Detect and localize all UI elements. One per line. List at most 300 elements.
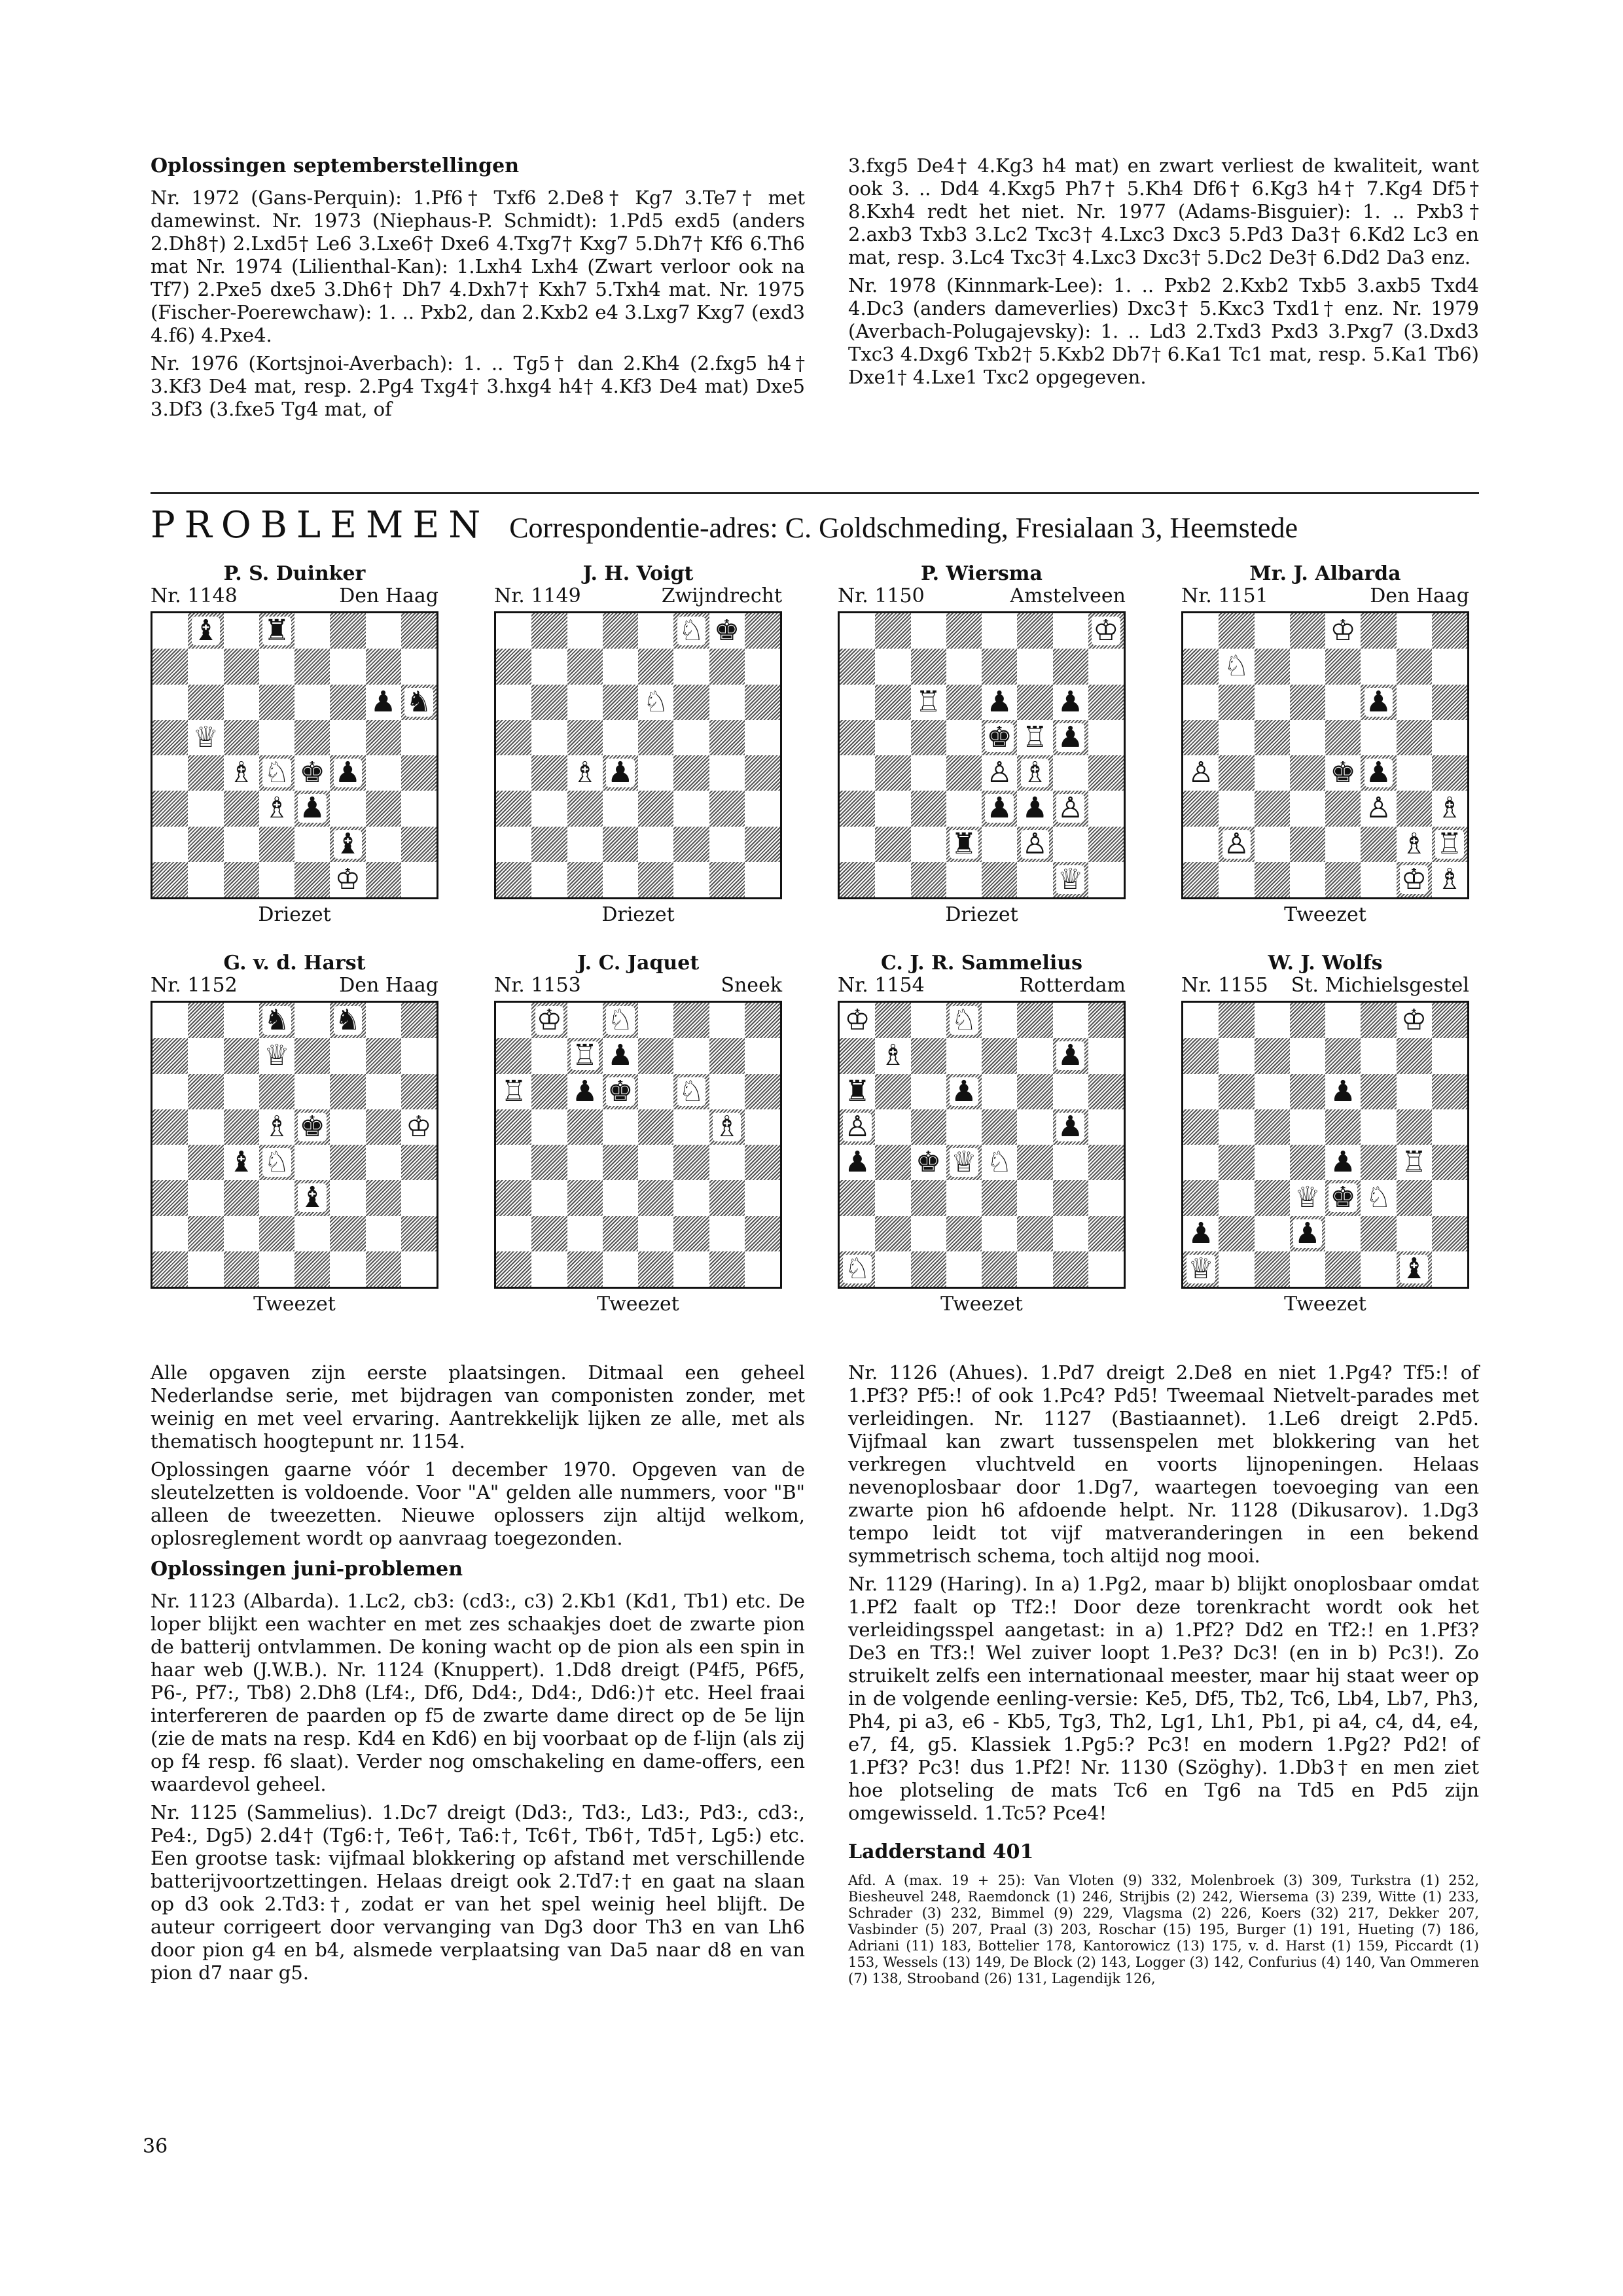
board-square xyxy=(1053,1180,1088,1215)
board-square xyxy=(982,649,1017,684)
board-square xyxy=(366,791,401,826)
board-square xyxy=(638,1003,673,1038)
board-square xyxy=(946,1216,982,1251)
board-square xyxy=(1361,1251,1396,1287)
board-square xyxy=(1432,1180,1467,1215)
board-square xyxy=(1361,1109,1396,1145)
board-square xyxy=(1183,1216,1219,1251)
black-pawn-icon: ♟ xyxy=(607,1039,633,1073)
board-square xyxy=(188,613,223,649)
board-square xyxy=(1290,1074,1325,1109)
board-square xyxy=(911,1074,946,1109)
board-square xyxy=(875,862,910,897)
black-pawn-icon: ♟ xyxy=(986,685,1012,719)
white-knight-icon: ♘ xyxy=(643,685,669,719)
board-square xyxy=(259,1251,294,1287)
board-square xyxy=(603,685,638,720)
board-square xyxy=(152,1145,188,1180)
board-square xyxy=(531,685,567,720)
black-pawn-icon: ♟ xyxy=(607,756,633,790)
white-pawn-icon: ♙ xyxy=(1022,827,1048,861)
board-square xyxy=(603,1145,638,1180)
board-square xyxy=(224,685,259,720)
board-square xyxy=(709,613,745,649)
board-square xyxy=(401,1145,437,1180)
board-square xyxy=(330,720,365,755)
board-square xyxy=(745,1038,780,1073)
board-square xyxy=(1017,1038,1052,1073)
white-bishop-icon: ♗ xyxy=(264,1109,290,1143)
board-square xyxy=(224,649,259,684)
board-square xyxy=(1432,1074,1467,1109)
board-square xyxy=(1053,685,1088,720)
problem-composer: C. J. R. Sammelius xyxy=(881,952,1082,975)
board-square xyxy=(567,685,603,720)
board-square xyxy=(1397,1038,1432,1073)
board-square xyxy=(1255,862,1290,897)
board-square xyxy=(567,791,603,826)
board-square xyxy=(330,685,365,720)
board-square xyxy=(1183,1038,1219,1073)
white-king-icon: ♔ xyxy=(1330,614,1356,648)
black-pawn-icon: ♟ xyxy=(1330,1074,1356,1108)
problem-place: Zwijndrecht xyxy=(661,584,782,607)
june-solution-3: Nr. 1126 (Ahues). 1.Pd7 dreigt 2.De8 en niet 1.Pg4? Tf5:! of 1.Pf3? Pf5:! of ook 1.Pc4? Pd5! Tweemaal Nietvelt-parades met verleidingen. Nr. 1127 (Bastiaannet). 1.Le6 dreigt 2.Pd5. Vijfmaal kan zwart tussenspelen met blokkering van het verkregen vluchtveld en voorts lijnopeningen. Helaas nevenoplosbaar door 1.Dg7, waartegen toevoeging van een zwarte pion h6 afdoende helpt. Nr. 1128 (Dikusarov). 1.Dg3 tempo leidt tot vijf matveranderingen in een bekend symmetrisch schema, toch altijd nog mooi. xyxy=(848,1361,1479,1567)
problem-meta xyxy=(838,585,1126,607)
board-square xyxy=(1053,791,1088,826)
board-square xyxy=(224,720,259,755)
board-square xyxy=(709,1145,745,1180)
board-square xyxy=(603,827,638,862)
board-square xyxy=(946,862,982,897)
board-square xyxy=(603,1003,638,1038)
intro-text-2: Oplossingen gaarne vóór 1 december 1970. Opgeven van de sleutelzetten is voldoende. Voor "A" gelden alle nummers, voor "B" alleen de tweezetten. Nieuwe oplossers zijn altijd welkom, oplosreglement wordt op aanvraag toegezonden. xyxy=(151,1458,805,1549)
board-square xyxy=(531,862,567,897)
board-square xyxy=(1361,720,1396,755)
chess-board xyxy=(838,611,1126,899)
board-square xyxy=(982,755,1017,791)
white-bishop-icon: ♗ xyxy=(1436,791,1463,825)
board-square xyxy=(1290,1251,1325,1287)
board-square xyxy=(673,1038,709,1073)
board-square xyxy=(911,1251,946,1287)
solutions-sept-title: Oplossingen septemberstellingen xyxy=(151,154,520,177)
board-square xyxy=(366,1145,401,1180)
board-square xyxy=(745,1180,780,1215)
board-square xyxy=(745,1109,780,1145)
board-square xyxy=(875,1074,910,1109)
board-square xyxy=(745,1216,780,1251)
board-square xyxy=(1325,720,1361,755)
board-square xyxy=(946,1145,982,1180)
white-pawn-icon: ♙ xyxy=(1365,791,1392,825)
board-square xyxy=(188,1074,223,1109)
black-pawn-icon: ♟ xyxy=(986,791,1012,825)
board-square xyxy=(911,720,946,755)
board-square xyxy=(911,791,946,826)
board-square xyxy=(745,1145,780,1180)
board-square xyxy=(1088,827,1124,862)
board-square xyxy=(1053,1038,1088,1073)
board-square xyxy=(224,1216,259,1251)
board-square xyxy=(567,862,603,897)
board-square xyxy=(330,1180,365,1215)
board-square xyxy=(1219,827,1254,862)
board-square xyxy=(875,791,910,826)
board-square xyxy=(709,1216,745,1251)
board-square xyxy=(1088,1145,1124,1180)
board-square xyxy=(188,1251,223,1287)
board-square xyxy=(330,649,365,684)
board-square xyxy=(1053,1074,1088,1109)
board-square xyxy=(259,1216,294,1251)
board-square xyxy=(496,1251,531,1287)
board-square xyxy=(1432,1216,1467,1251)
black-king-icon: ♚ xyxy=(299,756,325,790)
board-square xyxy=(946,827,982,862)
board-square xyxy=(1432,1038,1467,1073)
board-square xyxy=(496,1038,531,1073)
board-square xyxy=(224,613,259,649)
board-square xyxy=(294,1038,330,1073)
board-square xyxy=(745,827,780,862)
chess-board xyxy=(1181,611,1469,899)
board-square xyxy=(1397,1216,1432,1251)
board-square xyxy=(745,649,780,684)
problem-number: Nr. 1149 xyxy=(494,584,581,607)
solutions-sept-right-2: Nr. 1978 (Kinnmark-Lee): 1. .. Pxb2 2.Kxb2 Txb5 3.axb5 Txd4 4.Dc3 (anders dameverlies) Dxc3† 5.Kxc3 Txd1† enz. Nr. 1979 (Averbach-Polugajevsky): 1. .. Ld3 2.Txd3 Pxd3 3.Pxg7 (3.Dxd3 Txc3 4.Dxg6 Txb2† 5.Kxb2 Db7† 6.Ka1 Tc1 mat, resp. 5.Ka1 Tb6) Dxe1† 4.Lxe1 Txc2 opgegeven. xyxy=(848,274,1479,388)
board-square xyxy=(745,755,780,791)
board-square xyxy=(188,1145,223,1180)
problem-7 xyxy=(838,952,1126,1316)
board-square xyxy=(188,827,223,862)
solutions-sept-left-2: Nr. 1976 (Kortsjnoi-Averbach): 1. .. Tg5† dan 2.Kh4 (2.fxg5 h4† 3.Kf3 De4 mat, resp. 2.Pg4 Txg4† 3.hxg4 h4† 4.Kf3 De4 mat) Dxe5 3.Df3 (3.fxe5 Tg4 mat, of xyxy=(151,352,805,420)
board-square xyxy=(638,720,673,755)
black-rook-icon: ♜ xyxy=(844,1074,870,1108)
problem-composer: J. H. Voigt xyxy=(582,562,694,585)
board-square xyxy=(638,1109,673,1145)
white-queen-icon: ♕ xyxy=(951,1145,977,1179)
board-square xyxy=(1432,1145,1467,1180)
board-square xyxy=(567,720,603,755)
board-square xyxy=(567,613,603,649)
board-square xyxy=(946,613,982,649)
board-square xyxy=(673,1145,709,1180)
board-square xyxy=(875,685,910,720)
board-square xyxy=(1325,1216,1361,1251)
board-square xyxy=(982,685,1017,720)
board-square xyxy=(1361,685,1396,720)
board-square xyxy=(401,649,437,684)
board-square xyxy=(401,685,437,720)
board-square xyxy=(603,755,638,791)
board-square xyxy=(366,1038,401,1073)
board-square xyxy=(567,1145,603,1180)
board-square xyxy=(1325,1003,1361,1038)
board-square xyxy=(1088,685,1124,720)
board-square xyxy=(1219,613,1254,649)
board-square xyxy=(709,1038,745,1073)
board-square xyxy=(496,1003,531,1038)
problem-composer: Mr. J. Albarda xyxy=(1249,562,1401,585)
black-pawn-icon: ♟ xyxy=(1057,1039,1084,1073)
board-square xyxy=(1325,649,1361,684)
board-square xyxy=(673,720,709,755)
board-square xyxy=(1255,1216,1290,1251)
board-square xyxy=(982,827,1017,862)
board-square xyxy=(259,791,294,826)
board-square xyxy=(188,862,223,897)
board-square xyxy=(1432,685,1467,720)
board-square xyxy=(1397,1251,1432,1287)
black-bishop-icon: ♝ xyxy=(1400,1251,1427,1285)
black-bishop-icon: ♝ xyxy=(334,827,361,861)
board-square xyxy=(1219,1003,1254,1038)
board-square xyxy=(1053,827,1088,862)
board-square xyxy=(188,1038,223,1073)
problem-place: Amstelveen xyxy=(1010,584,1126,607)
board-square xyxy=(1290,685,1325,720)
board-square xyxy=(1183,649,1219,684)
board-square xyxy=(188,1216,223,1251)
white-knight-icon: ♘ xyxy=(986,1145,1012,1179)
white-rook-icon: ♖ xyxy=(1022,720,1048,754)
intro-text: Alle opgaven zijn eerste plaatsingen. Ditmaal een geheel Nederlandse serie, met bijdragen van componisten zonder, met weinig en met veel ervaring. Aantrekkelijk lijken ze alle, met als thematisch hoogtepunt nr. 1154. xyxy=(151,1361,805,1452)
board-square xyxy=(259,1074,294,1109)
board-square xyxy=(496,1074,531,1109)
board-square xyxy=(946,1074,982,1109)
board-square xyxy=(1088,1109,1124,1145)
board-square xyxy=(875,613,910,649)
board-square xyxy=(1088,862,1124,897)
problem-stipulation: Tweezet xyxy=(253,1293,336,1316)
board-square xyxy=(840,1145,875,1180)
board-square xyxy=(709,755,745,791)
board-square xyxy=(1361,1074,1396,1109)
board-square xyxy=(840,1074,875,1109)
board-square xyxy=(709,1251,745,1287)
board-square xyxy=(709,1074,745,1109)
board-square xyxy=(259,720,294,755)
board-square xyxy=(673,1216,709,1251)
board-square xyxy=(603,791,638,826)
board-square xyxy=(673,685,709,720)
board-square xyxy=(709,1180,745,1215)
board-square xyxy=(840,862,875,897)
white-bishop-icon: ♗ xyxy=(571,756,598,790)
board-square xyxy=(188,649,223,684)
problem-place: St. Michielsgestel xyxy=(1291,974,1469,997)
board-square xyxy=(603,720,638,755)
board-square xyxy=(1088,1216,1124,1251)
board-square xyxy=(911,755,946,791)
board-square xyxy=(1088,720,1124,755)
problem-stipulation: Tweezet xyxy=(1284,1293,1366,1316)
board-square xyxy=(401,1251,437,1287)
board-square xyxy=(401,791,437,826)
board-square xyxy=(1325,755,1361,791)
board-square xyxy=(1088,755,1124,791)
board-square xyxy=(224,862,259,897)
board-square xyxy=(946,791,982,826)
board-square xyxy=(840,720,875,755)
board-square xyxy=(1017,613,1052,649)
board-square xyxy=(366,1074,401,1109)
problem-stipulation: Driezet xyxy=(945,903,1018,926)
problem-composer: P. Wiersma xyxy=(920,562,1043,585)
board-square xyxy=(1017,1074,1052,1109)
chess-board xyxy=(151,1001,438,1289)
board-square xyxy=(638,1074,673,1109)
black-pawn-icon: ♟ xyxy=(1057,685,1084,719)
board-square xyxy=(366,720,401,755)
board-square xyxy=(401,1109,437,1145)
board-square xyxy=(840,1216,875,1251)
board-square xyxy=(567,1180,603,1215)
problemen-banner xyxy=(151,504,1479,550)
board-square xyxy=(401,1216,437,1251)
chess-board xyxy=(1181,1001,1469,1289)
board-square xyxy=(152,862,188,897)
board-square xyxy=(1432,649,1467,684)
board-square xyxy=(1361,1003,1396,1038)
black-pawn-icon: ♟ xyxy=(1057,720,1084,754)
board-square xyxy=(1432,1251,1467,1287)
black-pawn-icon: ♟ xyxy=(951,1074,977,1108)
board-square xyxy=(1219,1251,1254,1287)
board-square xyxy=(603,649,638,684)
board-square xyxy=(673,755,709,791)
board-square xyxy=(1088,1038,1124,1073)
board-square xyxy=(259,827,294,862)
problem-place: Rotterdam xyxy=(1019,974,1126,997)
board-square xyxy=(1183,755,1219,791)
board-square xyxy=(366,1003,401,1038)
board-square xyxy=(911,1003,946,1038)
board-square xyxy=(911,1038,946,1073)
black-pawn-icon: ♟ xyxy=(1294,1216,1321,1250)
board-square xyxy=(638,862,673,897)
solutions-sept-right-1: 3.fxg5 De4† 4.Kg3 h4 mat) en zwart verliest de kwaliteit, want ook 3. .. Dd4 4.Kxg5 Ph7† 5.Kh4 Df6† 6.Kg3 h4† 7.Kg4 Df5† 8.Kxh4 redt het niet. Nr. 1977 (Adams-Bisguier): 1. .. Pxb3† 2.axb3 Txb3 3.Lc2 Txc3† 4.Lxc3 Dxc3 5.Pd3 Da3† 6.Kd2 Lc3 en mat, resp. 3.Lc4 Txc3† 4.Lxc3 Dxc3† 5.Dc2 De3† 6.Dd2 Da3 enz. xyxy=(848,154,1479,268)
board-square xyxy=(1325,827,1361,862)
board-square xyxy=(1432,613,1467,649)
board-square xyxy=(366,1216,401,1251)
board-square xyxy=(330,1145,365,1180)
board-square xyxy=(911,1180,946,1215)
board-square xyxy=(1017,1003,1052,1038)
board-square xyxy=(1361,1180,1396,1215)
board-square xyxy=(1325,685,1361,720)
board-square xyxy=(1432,827,1467,862)
board-square xyxy=(259,685,294,720)
board-square xyxy=(224,1038,259,1073)
problem-number: Nr. 1151 xyxy=(1181,584,1268,607)
board-square xyxy=(259,1109,294,1145)
board-square xyxy=(638,1180,673,1215)
white-king-icon: ♔ xyxy=(844,1003,870,1037)
board-square xyxy=(673,1180,709,1215)
board-square xyxy=(259,649,294,684)
board-square xyxy=(1219,649,1254,684)
board-square xyxy=(982,1251,1017,1287)
black-king-icon: ♚ xyxy=(1330,756,1356,790)
board-square xyxy=(366,649,401,684)
board-square xyxy=(1183,862,1219,897)
board-square xyxy=(496,1145,531,1180)
board-square xyxy=(1053,1145,1088,1180)
board-square xyxy=(330,1251,365,1287)
board-square xyxy=(1397,649,1432,684)
board-square xyxy=(294,791,330,826)
board-square xyxy=(1053,649,1088,684)
board-square xyxy=(1017,827,1052,862)
board-square xyxy=(152,720,188,755)
board-square xyxy=(1290,1109,1325,1145)
board-square xyxy=(638,613,673,649)
board-square xyxy=(1255,1251,1290,1287)
board-square xyxy=(259,862,294,897)
board-square xyxy=(401,1003,437,1038)
board-square xyxy=(366,613,401,649)
board-square xyxy=(366,755,401,791)
black-king-icon: ♚ xyxy=(986,720,1012,754)
board-square xyxy=(1053,613,1088,649)
board-square xyxy=(875,1145,910,1180)
board-square xyxy=(911,1216,946,1251)
board-square xyxy=(531,649,567,684)
board-square xyxy=(1290,862,1325,897)
board-square xyxy=(1397,827,1432,862)
board-square xyxy=(1017,1251,1052,1287)
board-square xyxy=(1397,720,1432,755)
board-square xyxy=(1325,862,1361,897)
board-square xyxy=(152,1038,188,1073)
board-square xyxy=(1255,791,1290,826)
board-square xyxy=(152,1180,188,1215)
board-square xyxy=(1361,755,1396,791)
problem-place: Sneek xyxy=(721,974,782,997)
june-solution-1: Nr. 1123 (Albarda). 1.Lc2, cb3: (cd3:, c3) 2.Kb1 (Kd1, Tb1) etc. De loper blijkt een wachter en met zes schaakjes doet de zwarte pion de batterij ontvlammen. De koning wacht op de pion als een spin in haar web (J.W.B.). Nr. 1124 (Knuppert). 1.Dd8 dreigt (P4f5, P6f5, P6-, Pf7:, Tb8) 2.Dh8 (Lf4:, Df6, Dd4:, Dd4:, Dd6:)† etc. Heel fraai interfereren de paarden op f5 de zwarte dame direct op de 5e lijn (zie de mats na resp. Kd4 en Kd6) en bij voorbaat op de f-lijn (als zij op f4 resp. f6 slaat). Verder nog omschakeling en dame-offers, een waardevol geheel. xyxy=(151,1590,805,1795)
board-square xyxy=(1053,1109,1088,1145)
black-pawn-icon: ♟ xyxy=(334,756,361,790)
board-square xyxy=(496,720,531,755)
white-queen-icon: ♕ xyxy=(192,720,219,754)
board-square xyxy=(946,755,982,791)
board-square xyxy=(1325,1145,1361,1180)
board-square xyxy=(496,685,531,720)
problem-1 xyxy=(151,563,438,926)
board-square xyxy=(366,1251,401,1287)
lower-left-column xyxy=(151,1361,805,1990)
board-square xyxy=(603,1038,638,1073)
board-square xyxy=(224,1251,259,1287)
problem-number: Nr. 1153 xyxy=(494,974,581,997)
board-square xyxy=(1219,862,1254,897)
board-square xyxy=(1219,1216,1254,1251)
board-square xyxy=(152,1216,188,1251)
board-square xyxy=(330,862,365,897)
board-square xyxy=(911,613,946,649)
board-square xyxy=(745,1003,780,1038)
board-square xyxy=(1325,1074,1361,1109)
board-square xyxy=(840,1109,875,1145)
board-square xyxy=(496,1109,531,1145)
black-pawn-icon: ♟ xyxy=(1330,1145,1356,1179)
white-queen-icon: ♕ xyxy=(1294,1181,1321,1215)
board-square xyxy=(1432,791,1467,826)
white-knight-icon: ♘ xyxy=(951,1003,977,1037)
black-pawn-icon: ♟ xyxy=(1022,791,1048,825)
